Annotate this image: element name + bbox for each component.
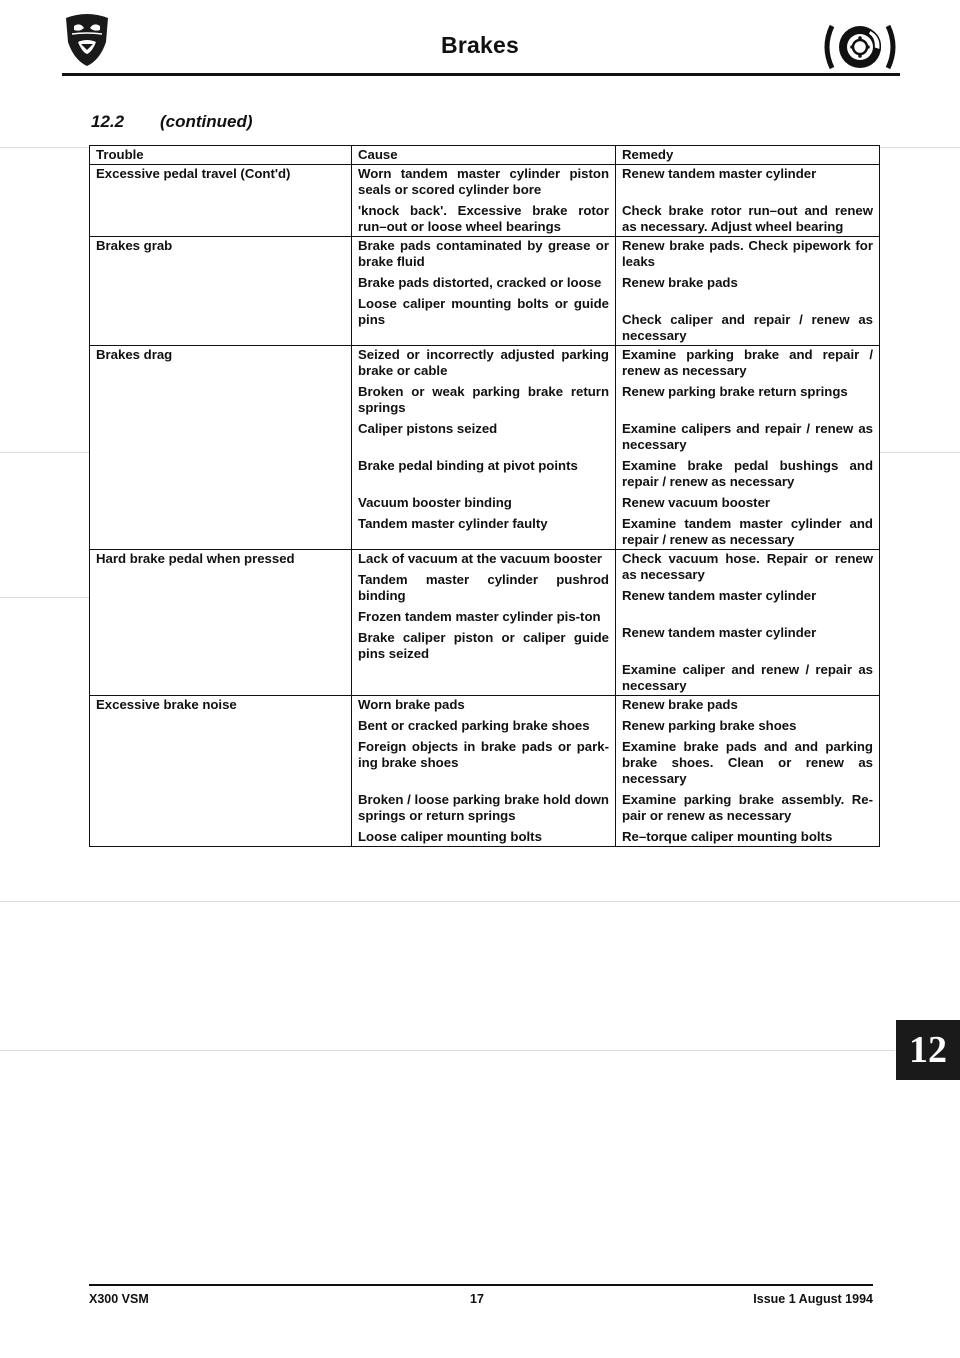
trouble-cell: Hard brake pedal when pressed — [90, 550, 352, 696]
remedy-item: Renew parking brake return springs — [622, 384, 848, 399]
cause-item: Tandem master cylinder pushrod binding — [358, 572, 609, 603]
cause-item: Brake caliper piston or caliper guide pins seized — [358, 630, 609, 661]
cause-item: Vacuum booster binding — [358, 495, 512, 510]
remedy-cell — [616, 237, 880, 346]
footer-divider — [89, 1284, 873, 1286]
column-header-remedy: Remedy — [616, 146, 880, 165]
cause-item: Lack of vacuum at the vacuum booster — [358, 551, 603, 566]
page-title: Brakes — [441, 32, 519, 58]
trouble-cell: Excessive pedal travel (Cont'd) — [90, 165, 352, 237]
cause-item: Brake pads distorted, cracked or loose — [358, 275, 602, 290]
remedy-cell — [616, 165, 880, 237]
table-row — [90, 346, 880, 550]
table-row — [90, 696, 880, 847]
footer-document-code: X300 VSM — [89, 1292, 149, 1306]
remedy-item: Examine parking brake assembly. Re-pair or renew as necessary — [622, 792, 873, 823]
remedy-item: Renew brake pads — [622, 275, 738, 290]
cause-item: 'knock back'. Excessive brake rotor run–out or loose wheel bearings — [358, 203, 609, 234]
cause-item: Seized or incorrectly adjusted parking brake or cable — [358, 347, 609, 378]
cause-cell — [352, 346, 616, 550]
remedy-item: Examine caliper and renew / repair as necessary — [622, 662, 873, 693]
table-row — [90, 165, 880, 237]
cause-item: Brake pads contaminated by grease or brake fluid — [358, 238, 609, 269]
troubleshooting-table — [89, 145, 880, 847]
cause-item: Broken / loose parking brake hold down springs or return springs — [358, 792, 609, 823]
remedy-cell — [616, 550, 880, 696]
remedy-item: Renew vacuum booster — [622, 495, 771, 510]
cause-item: Loose caliper mounting bolts — [358, 829, 542, 844]
footer-issue-date: Issue 1 August 1994 — [753, 1292, 873, 1306]
cause-item: Frozen tandem master cylinder pis-ton — [358, 609, 601, 624]
remedy-item: Examine tandem master cylinder and repair / renew as necessary — [622, 516, 873, 547]
footer-page-number: 17 — [470, 1292, 484, 1306]
table-row — [90, 237, 880, 346]
column-header-trouble: Trouble — [90, 146, 352, 165]
remedy-item: Examine brake pedal bushings and repair / renew as necessary — [622, 458, 873, 489]
remedy-item: Check vacuum hose. Repair or renew as necessary — [622, 551, 873, 582]
cause-item: Caliper pistons seized — [358, 421, 498, 436]
remedy-item: Re–torque caliper mounting bolts — [622, 829, 833, 844]
remedy-item: Examine parking brake and repair / renew as necessary — [622, 347, 873, 378]
trouble-cell: Brakes grab — [90, 237, 352, 346]
trouble-cell: Brakes drag — [90, 346, 352, 550]
cause-item: Worn brake pads — [358, 697, 465, 712]
cause-cell — [352, 550, 616, 696]
chapter-tab: 12 — [896, 1020, 960, 1080]
column-header-cause: Cause — [352, 146, 616, 165]
remedy-item: Renew tandem master cylinder — [622, 588, 817, 603]
cause-item: Worn tandem master cylinder piston seals or scored cylinder bore — [358, 166, 609, 197]
section-subtitle: (continued) — [160, 112, 253, 131]
cause-item: Foreign objects in brake pads or park-ing brake shoes — [358, 739, 609, 770]
cause-item: Bent or cracked parking brake shoes — [358, 718, 590, 733]
cause-item: Brake pedal binding at pivot points — [358, 458, 578, 473]
cause-cell — [352, 696, 616, 847]
cause-item: Tandem master cylinder faulty — [358, 516, 548, 531]
remedy-item: Renew tandem master cylinder — [622, 166, 817, 181]
table-header-row — [90, 146, 880, 165]
section-number: 12.2 — [91, 112, 125, 131]
cause-item: Loose caliper mounting bolts or guide pins — [358, 296, 609, 327]
remedy-item: Examine calipers and repair / renew as necessary — [622, 421, 873, 452]
cause-cell — [352, 237, 616, 346]
remedy-cell — [616, 346, 880, 550]
cause-item: Broken or weak parking brake return springs — [358, 384, 609, 415]
header-divider — [62, 73, 900, 76]
remedy-item: Renew parking brake shoes — [622, 718, 797, 733]
remedy-item: Renew brake pads. Check pipework for leaks — [622, 238, 873, 269]
remedy-item: Check brake rotor run–out and renew as necessary. Adjust wheel bearing — [622, 203, 873, 234]
remedy-item: Renew brake pads — [622, 697, 738, 712]
remedy-item: Examine brake pads and and parking brake shoes. Clean or renew as necessary — [622, 739, 873, 786]
remedy-item: Renew tandem master cylinder — [622, 625, 817, 640]
trouble-cell: Excessive brake noise — [90, 696, 352, 847]
brake-disc-icon — [820, 20, 900, 74]
table-row — [90, 550, 880, 696]
remedy-cell — [616, 696, 880, 847]
cause-cell — [352, 165, 616, 237]
remedy-item: Check caliper and repair / renew as necessary — [622, 312, 873, 343]
